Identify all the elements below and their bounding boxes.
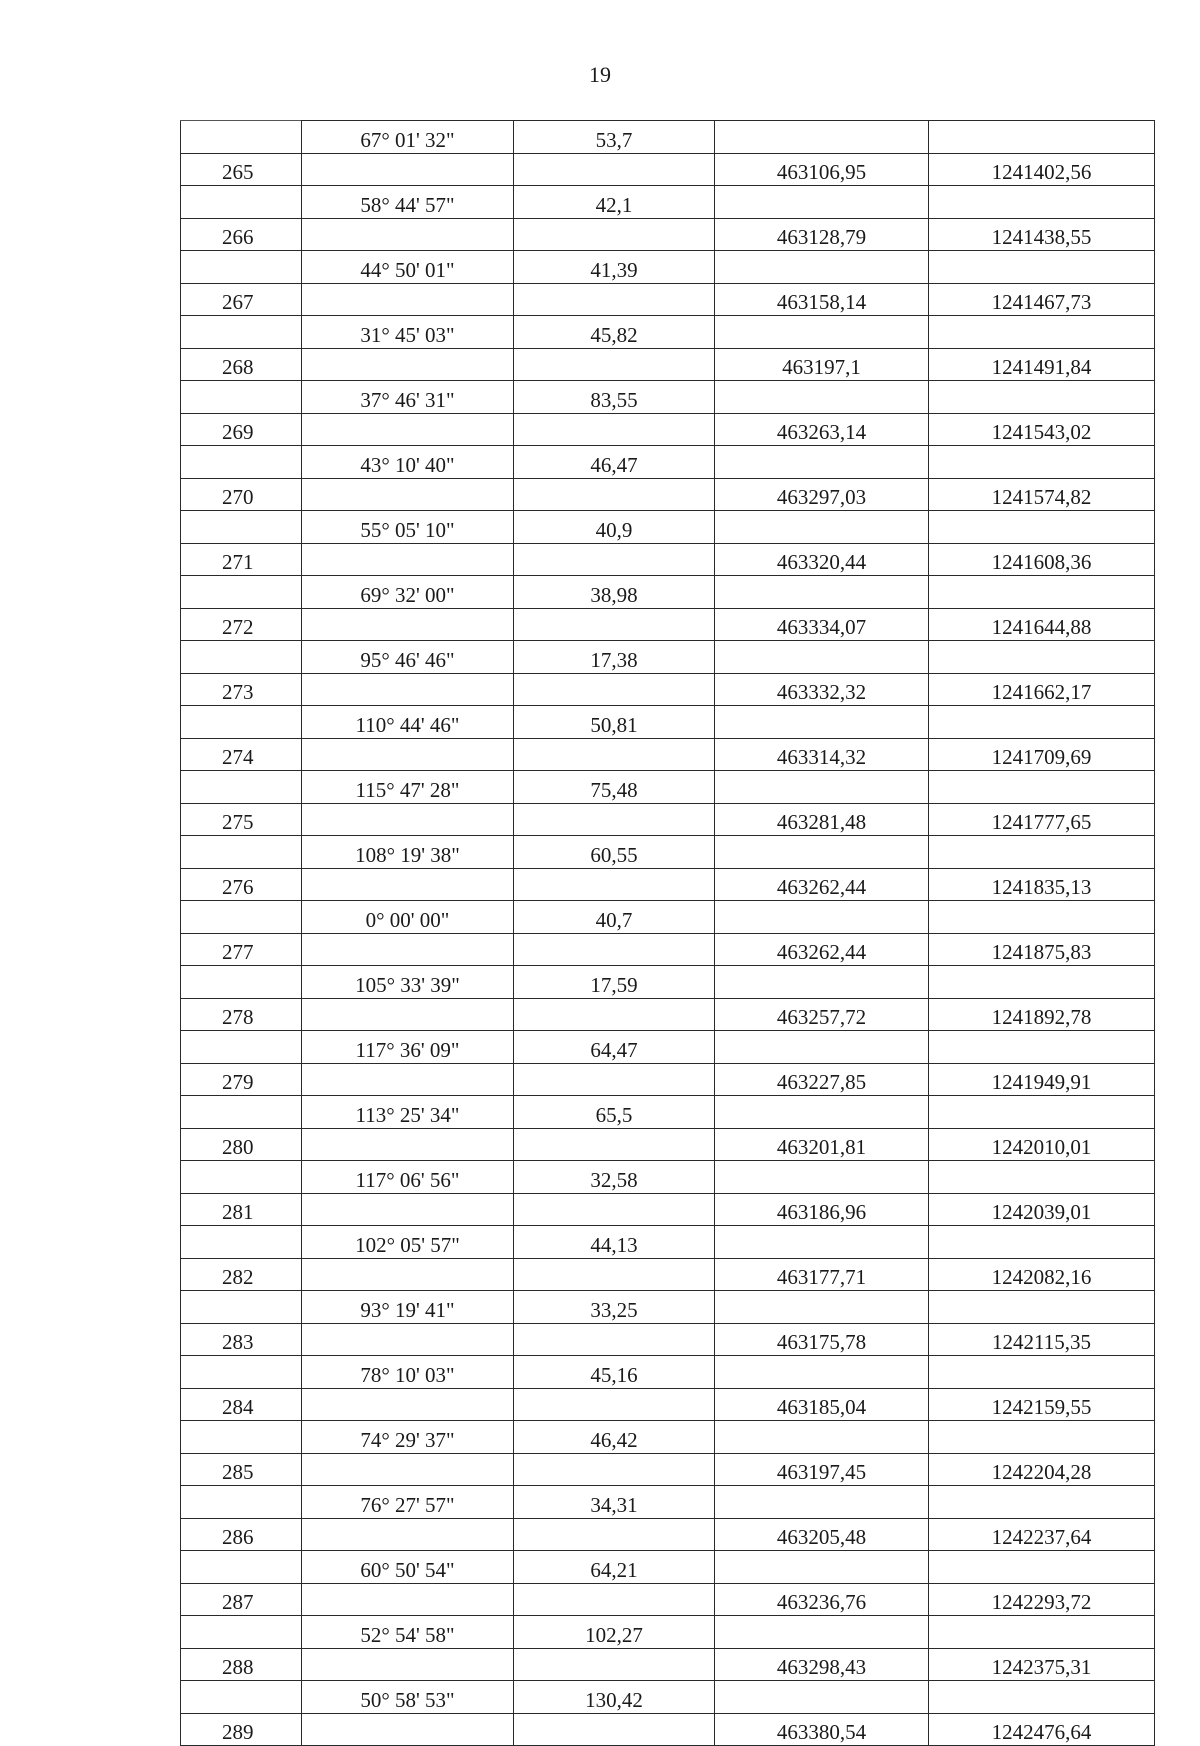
empty-cell	[302, 1323, 514, 1356]
empty-cell	[302, 738, 514, 771]
point-row	[181, 933, 1155, 966]
empty-cell	[181, 446, 302, 479]
segment-row	[181, 1291, 1155, 1324]
distance-cell: 33,25	[514, 1291, 715, 1324]
empty-cell	[715, 121, 929, 154]
empty-cell	[514, 1128, 715, 1161]
empty-cell	[181, 1616, 302, 1649]
empty-cell	[302, 543, 514, 576]
segment-row	[181, 1616, 1155, 1649]
distance-cell: 64,47	[514, 1031, 715, 1064]
direction-angle-cell: 44° 50' 01"	[302, 251, 514, 284]
point-row	[181, 1323, 1155, 1356]
y-coordinate-cell: 1241709,69	[929, 738, 1155, 771]
empty-cell	[514, 1518, 715, 1551]
point-row	[181, 348, 1155, 381]
distance-cell: 40,7	[514, 901, 715, 934]
x-coordinate-cell: 463201,81	[715, 1128, 929, 1161]
y-coordinate-cell: 1242039,01	[929, 1193, 1155, 1226]
x-coordinate-cell: 463128,79	[715, 218, 929, 251]
distance-cell: 44,13	[514, 1226, 715, 1259]
distance-cell: 53,7	[514, 121, 715, 154]
empty-cell	[929, 1096, 1155, 1129]
distance-cell: 60,55	[514, 836, 715, 869]
x-coordinate-cell: 463197,45	[715, 1453, 929, 1486]
table-body	[181, 121, 1155, 1746]
point-number-cell: 276	[181, 868, 302, 901]
direction-angle-cell: 50° 58' 53"	[302, 1681, 514, 1714]
point-row	[181, 218, 1155, 251]
point-number-cell: 265	[181, 153, 302, 186]
segment-row	[181, 836, 1155, 869]
empty-cell	[514, 1583, 715, 1616]
empty-cell	[715, 771, 929, 804]
segment-row	[181, 1161, 1155, 1194]
segment-row	[181, 901, 1155, 934]
point-number-cell: 268	[181, 348, 302, 381]
empty-cell	[929, 1161, 1155, 1194]
empty-cell	[302, 933, 514, 966]
x-coordinate-cell: 463205,48	[715, 1518, 929, 1551]
empty-cell	[715, 316, 929, 349]
x-coordinate-cell: 463227,85	[715, 1063, 929, 1096]
y-coordinate-cell: 1242293,72	[929, 1583, 1155, 1616]
empty-cell	[514, 413, 715, 446]
direction-angle-cell: 76° 27' 57"	[302, 1486, 514, 1519]
point-number-cell: 269	[181, 413, 302, 446]
empty-cell	[929, 1421, 1155, 1454]
empty-cell	[929, 771, 1155, 804]
x-coordinate-cell: 463236,76	[715, 1583, 929, 1616]
empty-cell	[715, 1486, 929, 1519]
empty-cell	[929, 901, 1155, 934]
direction-angle-cell: 108° 19' 38"	[302, 836, 514, 869]
y-coordinate-cell: 1241835,13	[929, 868, 1155, 901]
empty-cell	[715, 1226, 929, 1259]
empty-cell	[715, 511, 929, 544]
direction-angle-cell: 115° 47' 28"	[302, 771, 514, 804]
y-coordinate-cell: 1241491,84	[929, 348, 1155, 381]
y-coordinate-cell: 1241644,88	[929, 608, 1155, 641]
empty-cell	[181, 121, 302, 154]
empty-cell	[181, 641, 302, 674]
y-coordinate-cell: 1241467,73	[929, 283, 1155, 316]
empty-cell	[514, 1648, 715, 1681]
direction-angle-cell: 60° 50' 54"	[302, 1551, 514, 1584]
point-number-cell: 280	[181, 1128, 302, 1161]
empty-cell	[514, 1323, 715, 1356]
empty-cell	[302, 1193, 514, 1226]
x-coordinate-cell: 463158,14	[715, 283, 929, 316]
point-number-cell: 267	[181, 283, 302, 316]
empty-cell	[929, 316, 1155, 349]
distance-cell: 46,47	[514, 446, 715, 479]
empty-cell	[302, 1063, 514, 1096]
distance-cell: 130,42	[514, 1681, 715, 1714]
x-coordinate-cell: 463175,78	[715, 1323, 929, 1356]
empty-cell	[929, 381, 1155, 414]
page-number: 19	[589, 62, 611, 87]
empty-cell	[929, 1486, 1155, 1519]
point-row	[181, 868, 1155, 901]
distance-cell: 83,55	[514, 381, 715, 414]
distance-cell: 65,5	[514, 1096, 715, 1129]
empty-cell	[181, 1486, 302, 1519]
empty-cell	[715, 966, 929, 999]
empty-cell	[302, 1648, 514, 1681]
empty-cell	[514, 283, 715, 316]
segment-row	[181, 1421, 1155, 1454]
direction-angle-cell: 93° 19' 41"	[302, 1291, 514, 1324]
empty-cell	[514, 803, 715, 836]
empty-cell	[181, 316, 302, 349]
empty-cell	[929, 706, 1155, 739]
empty-cell	[181, 1226, 302, 1259]
segment-row	[181, 1551, 1155, 1584]
point-row	[181, 1713, 1155, 1746]
empty-cell	[514, 348, 715, 381]
empty-cell	[929, 1616, 1155, 1649]
empty-cell	[715, 1551, 929, 1584]
distance-cell: 41,39	[514, 251, 715, 284]
distance-cell: 34,31	[514, 1486, 715, 1519]
y-coordinate-cell: 1241949,91	[929, 1063, 1155, 1096]
empty-cell	[181, 836, 302, 869]
x-coordinate-cell: 463263,14	[715, 413, 929, 446]
segment-row	[181, 706, 1155, 739]
direction-angle-cell: 102° 05' 57"	[302, 1226, 514, 1259]
point-row	[181, 283, 1155, 316]
direction-angle-cell: 113° 25' 34"	[302, 1096, 514, 1129]
distance-cell: 32,58	[514, 1161, 715, 1194]
empty-cell	[302, 1583, 514, 1616]
empty-cell	[181, 901, 302, 934]
empty-cell	[715, 901, 929, 934]
distance-cell: 75,48	[514, 771, 715, 804]
point-row	[181, 1258, 1155, 1291]
empty-cell	[302, 283, 514, 316]
x-coordinate-cell: 463334,07	[715, 608, 929, 641]
empty-cell	[929, 1356, 1155, 1389]
empty-cell	[181, 706, 302, 739]
point-number-cell: 277	[181, 933, 302, 966]
direction-angle-cell: 117° 36' 09"	[302, 1031, 514, 1064]
empty-cell	[929, 641, 1155, 674]
empty-cell	[715, 706, 929, 739]
empty-cell	[181, 1551, 302, 1584]
distance-cell: 38,98	[514, 576, 715, 609]
y-coordinate-cell: 1241543,02	[929, 413, 1155, 446]
x-coordinate-cell: 463257,72	[715, 998, 929, 1031]
empty-cell	[302, 1388, 514, 1421]
point-number-cell: 285	[181, 1453, 302, 1486]
empty-cell	[715, 1031, 929, 1064]
direction-angle-cell: 0° 00' 00"	[302, 901, 514, 934]
empty-cell	[181, 1161, 302, 1194]
empty-cell	[715, 1356, 929, 1389]
y-coordinate-cell: 1242204,28	[929, 1453, 1155, 1486]
y-coordinate-cell: 1242010,01	[929, 1128, 1155, 1161]
x-coordinate-cell: 463281,48	[715, 803, 929, 836]
empty-cell	[181, 1291, 302, 1324]
empty-cell	[302, 348, 514, 381]
empty-cell	[514, 478, 715, 511]
direction-angle-cell: 58° 44' 57"	[302, 186, 514, 219]
point-number-cell: 266	[181, 218, 302, 251]
empty-cell	[181, 1096, 302, 1129]
empty-cell	[181, 1356, 302, 1389]
point-number-cell: 279	[181, 1063, 302, 1096]
point-row	[181, 1453, 1155, 1486]
y-coordinate-cell: 1242082,16	[929, 1258, 1155, 1291]
empty-cell	[929, 446, 1155, 479]
point-row	[181, 803, 1155, 836]
point-number-cell: 270	[181, 478, 302, 511]
x-coordinate-cell: 463314,32	[715, 738, 929, 771]
point-number-cell: 289	[181, 1713, 302, 1746]
empty-cell	[514, 218, 715, 251]
empty-cell	[514, 738, 715, 771]
empty-cell	[514, 1063, 715, 1096]
empty-cell	[181, 966, 302, 999]
empty-cell	[715, 1096, 929, 1129]
distance-cell: 45,16	[514, 1356, 715, 1389]
empty-cell	[514, 1193, 715, 1226]
point-row	[181, 153, 1155, 186]
empty-cell	[715, 1291, 929, 1324]
point-number-cell: 287	[181, 1583, 302, 1616]
segment-row	[181, 1486, 1155, 1519]
segment-row	[181, 1356, 1155, 1389]
distance-cell: 64,21	[514, 1551, 715, 1584]
segment-row	[181, 121, 1155, 154]
empty-cell	[302, 1128, 514, 1161]
segment-row	[181, 316, 1155, 349]
distance-cell: 17,38	[514, 641, 715, 674]
point-number-cell: 282	[181, 1258, 302, 1291]
empty-cell	[715, 836, 929, 869]
direction-angle-cell: 69° 32' 00"	[302, 576, 514, 609]
x-coordinate-cell: 463197,1	[715, 348, 929, 381]
empty-cell	[514, 543, 715, 576]
x-coordinate-cell: 463297,03	[715, 478, 929, 511]
empty-cell	[715, 1616, 929, 1649]
direction-angle-cell: 117° 06' 56"	[302, 1161, 514, 1194]
empty-cell	[302, 1258, 514, 1291]
direction-angle-cell: 95° 46' 46"	[302, 641, 514, 674]
point-row	[181, 738, 1155, 771]
point-number-cell: 271	[181, 543, 302, 576]
empty-cell	[514, 673, 715, 706]
empty-cell	[929, 121, 1155, 154]
y-coordinate-cell: 1241608,36	[929, 543, 1155, 576]
empty-cell	[715, 446, 929, 479]
direction-angle-cell: 55° 05' 10"	[302, 511, 514, 544]
direction-angle-cell: 78° 10' 03"	[302, 1356, 514, 1389]
empty-cell	[181, 251, 302, 284]
point-row	[181, 1583, 1155, 1616]
segment-row	[181, 966, 1155, 999]
empty-cell	[715, 381, 929, 414]
empty-cell	[929, 1226, 1155, 1259]
point-number-cell: 274	[181, 738, 302, 771]
x-coordinate-cell: 463185,04	[715, 1388, 929, 1421]
empty-cell	[181, 771, 302, 804]
empty-cell	[181, 511, 302, 544]
direction-angle-cell: 67° 01' 32"	[302, 121, 514, 154]
point-row	[181, 1388, 1155, 1421]
y-coordinate-cell: 1241777,65	[929, 803, 1155, 836]
empty-cell	[514, 153, 715, 186]
empty-cell	[302, 478, 514, 511]
x-coordinate-cell: 463262,44	[715, 933, 929, 966]
point-number-cell: 286	[181, 1518, 302, 1551]
segment-row	[181, 446, 1155, 479]
x-coordinate-cell: 463380,54	[715, 1713, 929, 1746]
empty-cell	[514, 1258, 715, 1291]
distance-cell: 45,82	[514, 316, 715, 349]
y-coordinate-cell: 1242159,55	[929, 1388, 1155, 1421]
empty-cell	[715, 251, 929, 284]
y-coordinate-cell: 1241875,83	[929, 933, 1155, 966]
point-row	[181, 1518, 1155, 1551]
empty-cell	[514, 868, 715, 901]
empty-cell	[514, 933, 715, 966]
empty-cell	[302, 608, 514, 641]
empty-cell	[514, 608, 715, 641]
distance-cell: 40,9	[514, 511, 715, 544]
x-coordinate-cell: 463262,44	[715, 868, 929, 901]
direction-angle-cell: 37° 46' 31"	[302, 381, 514, 414]
segment-row	[181, 1031, 1155, 1064]
point-number-cell: 278	[181, 998, 302, 1031]
empty-cell	[302, 153, 514, 186]
x-coordinate-cell: 463320,44	[715, 543, 929, 576]
empty-cell	[715, 1421, 929, 1454]
empty-cell	[302, 868, 514, 901]
empty-cell	[929, 1031, 1155, 1064]
segment-row	[181, 186, 1155, 219]
empty-cell	[715, 641, 929, 674]
point-number-cell: 272	[181, 608, 302, 641]
point-row	[181, 478, 1155, 511]
y-coordinate-cell: 1242115,35	[929, 1323, 1155, 1356]
point-number-cell: 283	[181, 1323, 302, 1356]
empty-cell	[929, 1291, 1155, 1324]
empty-cell	[514, 1388, 715, 1421]
direction-angle-cell: 110° 44' 46"	[302, 706, 514, 739]
point-number-cell: 288	[181, 1648, 302, 1681]
point-number-cell: 284	[181, 1388, 302, 1421]
coordinates-table	[180, 120, 1155, 1746]
point-row	[181, 1063, 1155, 1096]
distance-cell: 50,81	[514, 706, 715, 739]
x-coordinate-cell: 463177,71	[715, 1258, 929, 1291]
empty-cell	[929, 251, 1155, 284]
empty-cell	[181, 1421, 302, 1454]
y-coordinate-cell: 1241662,17	[929, 673, 1155, 706]
empty-cell	[929, 186, 1155, 219]
y-coordinate-cell: 1242476,64	[929, 1713, 1155, 1746]
empty-cell	[514, 1713, 715, 1746]
point-row	[181, 543, 1155, 576]
x-coordinate-cell: 463106,95	[715, 153, 929, 186]
segment-row	[181, 771, 1155, 804]
y-coordinate-cell: 1242375,31	[929, 1648, 1155, 1681]
distance-cell: 102,27	[514, 1616, 715, 1649]
direction-angle-cell: 31° 45' 03"	[302, 316, 514, 349]
point-row	[181, 998, 1155, 1031]
empty-cell	[715, 1161, 929, 1194]
point-row	[181, 1193, 1155, 1226]
empty-cell	[181, 1031, 302, 1064]
distance-cell: 17,59	[514, 966, 715, 999]
point-row	[181, 1128, 1155, 1161]
segment-row	[181, 641, 1155, 674]
point-row	[181, 413, 1155, 446]
direction-angle-cell: 105° 33' 39"	[302, 966, 514, 999]
y-coordinate-cell: 1242237,64	[929, 1518, 1155, 1551]
empty-cell	[181, 576, 302, 609]
x-coordinate-cell: 463332,32	[715, 673, 929, 706]
y-coordinate-cell: 1241438,55	[929, 218, 1155, 251]
x-coordinate-cell: 463186,96	[715, 1193, 929, 1226]
segment-row	[181, 1096, 1155, 1129]
empty-cell	[181, 381, 302, 414]
empty-cell	[302, 218, 514, 251]
point-row	[181, 1648, 1155, 1681]
empty-cell	[929, 966, 1155, 999]
segment-row	[181, 251, 1155, 284]
empty-cell	[514, 998, 715, 1031]
segment-row	[181, 576, 1155, 609]
point-number-cell: 273	[181, 673, 302, 706]
empty-cell	[929, 511, 1155, 544]
empty-cell	[929, 836, 1155, 869]
point-number-cell: 281	[181, 1193, 302, 1226]
empty-cell	[929, 1551, 1155, 1584]
empty-cell	[302, 673, 514, 706]
empty-cell	[302, 803, 514, 836]
point-row	[181, 608, 1155, 641]
empty-cell	[929, 576, 1155, 609]
empty-cell	[181, 186, 302, 219]
segment-row	[181, 1226, 1155, 1259]
segment-row	[181, 381, 1155, 414]
empty-cell	[715, 576, 929, 609]
y-coordinate-cell: 1241574,82	[929, 478, 1155, 511]
x-coordinate-cell: 463298,43	[715, 1648, 929, 1681]
direction-angle-cell: 43° 10' 40"	[302, 446, 514, 479]
empty-cell	[302, 1713, 514, 1746]
empty-cell	[302, 998, 514, 1031]
point-number-cell: 275	[181, 803, 302, 836]
empty-cell	[302, 413, 514, 446]
direction-angle-cell: 52° 54' 58"	[302, 1616, 514, 1649]
point-row	[181, 673, 1155, 706]
distance-cell: 42,1	[514, 186, 715, 219]
y-coordinate-cell: 1241892,78	[929, 998, 1155, 1031]
empty-cell	[514, 1453, 715, 1486]
distance-cell: 46,42	[514, 1421, 715, 1454]
direction-angle-cell: 74° 29' 37"	[302, 1421, 514, 1454]
empty-cell	[715, 186, 929, 219]
empty-cell	[302, 1453, 514, 1486]
segment-row	[181, 511, 1155, 544]
y-coordinate-cell: 1241402,56	[929, 153, 1155, 186]
empty-cell	[302, 1518, 514, 1551]
